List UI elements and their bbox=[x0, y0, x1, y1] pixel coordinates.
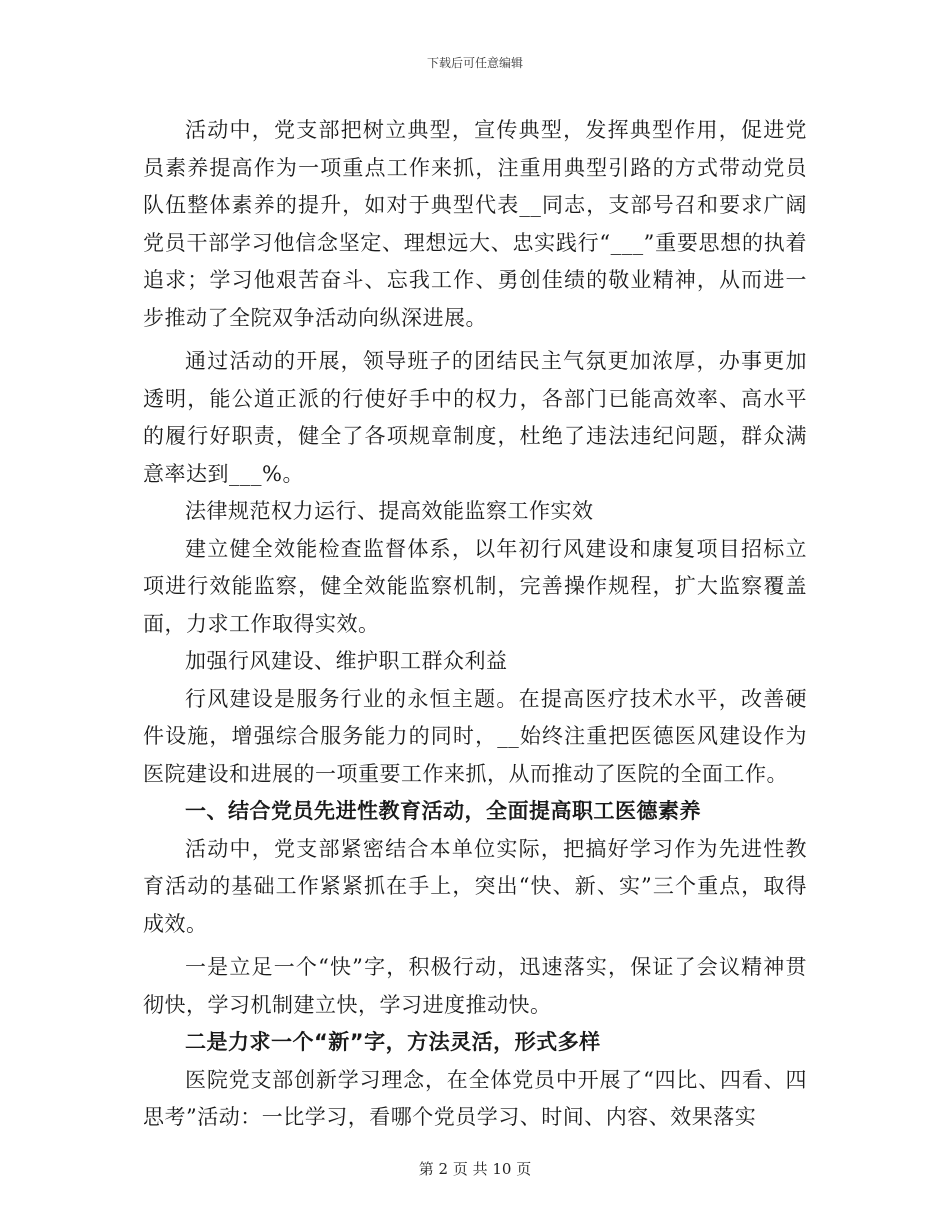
paragraph-efficiency-supervision: 建立健全效能检查监督体系，以年初行风建设和康复项目招标立项进行效能监察，健全效能监察机制，完善操作规程，扩大监察覆盖面，力求工作取得实效。 bbox=[143, 536, 807, 636]
document-body bbox=[143, 112, 807, 1137]
section-heading-education: 一、结合党员先进性教育活动，全面提高职工医德素养 bbox=[185, 799, 701, 823]
paragraph-activity-results: 通过活动的开展，领导班子的团结民主气氛更加浓厚，办事更加透明，能公道正派的行使好手中的权力，各部门已能高效率、高水平的履行好职责，健全了各项规章制度，杜绝了违法违纪问题，群众满意率达到___%。 bbox=[143, 349, 807, 486]
paragraph-new-ideas: 医院党支部创新学习理念，在全体党员中开展了“四比、四看、四思考”活动：一比学习，看哪个党员学习、时间、内容、效果落实 bbox=[143, 1067, 807, 1129]
section-heading-conduct: 加强行风建设、维护职工群众利益 bbox=[185, 649, 508, 673]
page-footer: 第 2 页 共 10 页 bbox=[418, 1160, 532, 1178]
page-header: 下载后可任意编辑 bbox=[426, 56, 523, 70]
section-heading-new: 二是力求一个“新”字，方法灵活，形式多样 bbox=[185, 1030, 601, 1054]
section-heading-efficiency: 法律规范权力运行、提高效能监察工作实效 bbox=[185, 499, 594, 523]
paragraph-education-activity: 活动中，党支部紧密结合本单位实际，把搞好学习作为先进性教育活动的基础工作紧紧抓在手上，突出“快、新、实”三个重点，取得成效。 bbox=[143, 836, 807, 936]
paragraph-conduct-building: 行风建设是服务行业的永恒主题。在提高医疗技术水平，改善硬件设施，增强综合服务能力的同时，__始终注重把医德医风建设作为医院建设和进展的一项重要工作来抓，从而推动了医院的全面工作。 bbox=[143, 686, 807, 786]
paragraph-typical-examples: 活动中，党支部把树立典型，宣传典型，发挥典型作用，促进党员素养提高作为一项重点工作来抓，注重用典型引路的方式带动党员队伍整体素养的提升，如对于典型代表__同志，支部号召和要求广阔党员干部学习他信念坚定、理想远大、忠实践行“___”重要思想的执着追求；学习他艰苦奋斗、忘我工作、勇创佳绩的敬业精神，从而进一步推动了全院双争活动向纵深进展。 bbox=[143, 118, 807, 330]
paragraph-fast: 一是立足一个“快”字，积极行动，迅速落实，保证了会议精神贯彻快，学习机制建立快，学习进度推动快。 bbox=[143, 955, 807, 1017]
